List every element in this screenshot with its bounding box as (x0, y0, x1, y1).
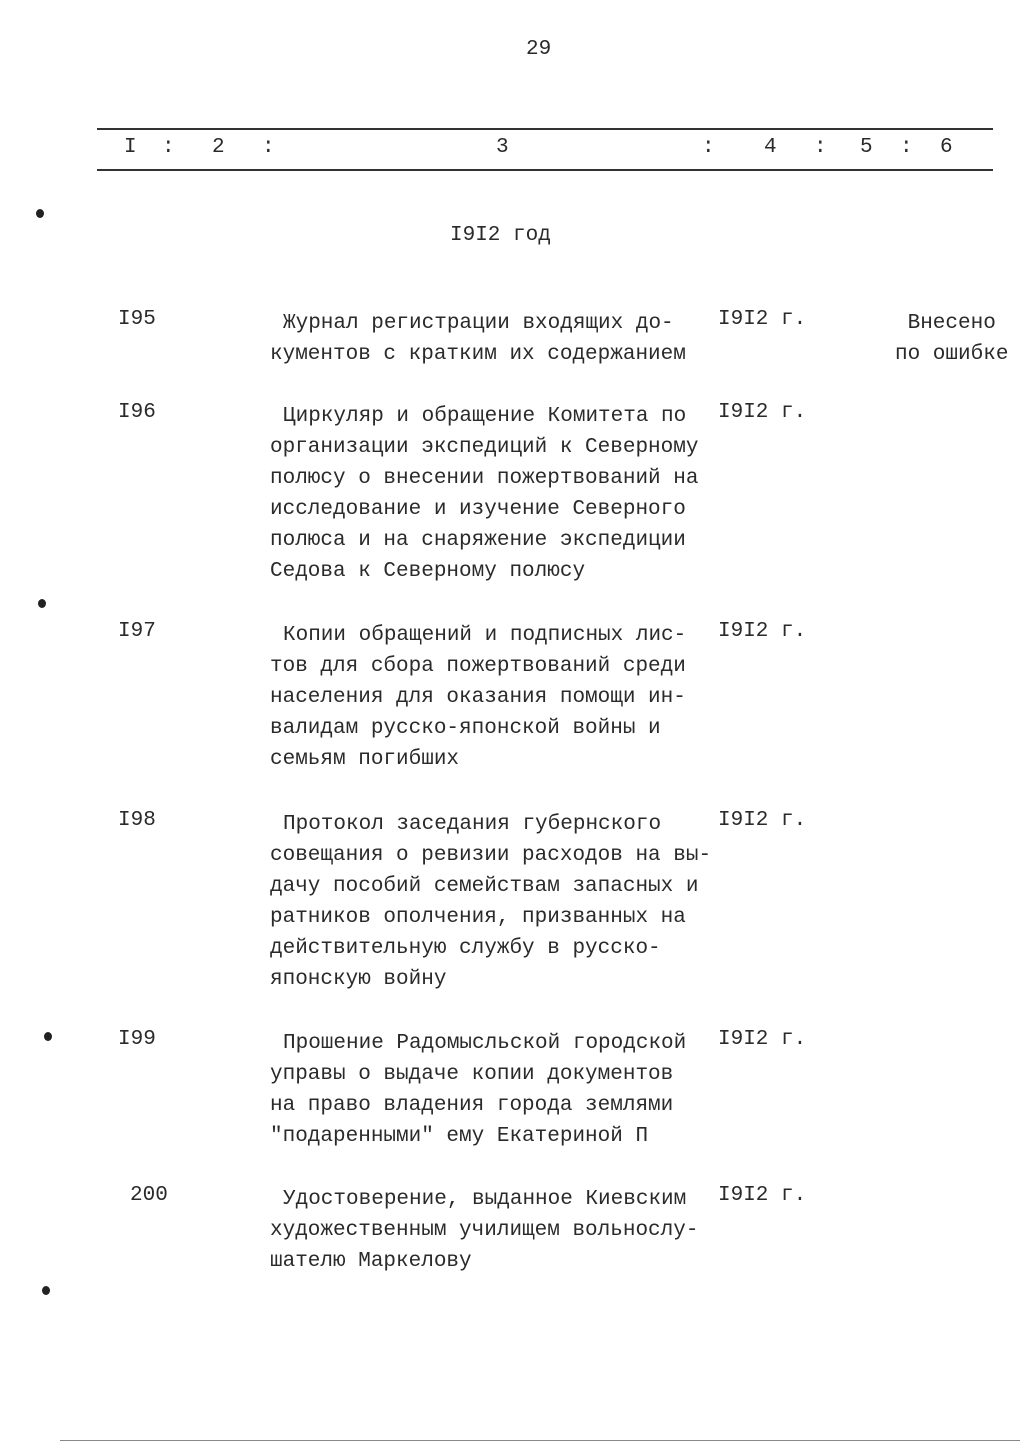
entry-line: населения для оказания помощи ин- (270, 686, 686, 709)
entry-line: "подаренными" ему Екатериной П (270, 1125, 649, 1148)
entry-line: семьям погибших (270, 748, 460, 771)
column-separator: : (702, 136, 715, 159)
entry-title (270, 809, 711, 995)
binding-hole-mark (42, 1286, 50, 1295)
entry-year: I9I2 г. (718, 620, 807, 643)
entry-line: полюсу о внесении пожертвований на (270, 467, 699, 490)
entry-line: ратников ополчения, призванных на (270, 906, 686, 929)
entry-title (270, 1028, 686, 1152)
entry-line: Протокол заседания губернского (283, 813, 662, 836)
entry-line: управы о выдаче копии документов (270, 1063, 674, 1086)
entry-line: валидам русско-японской войны и (270, 717, 661, 740)
entry-year: I9I2 г. (718, 809, 807, 832)
column-6: 6 (940, 136, 953, 159)
note-line: по ошибке (895, 343, 1009, 366)
column-4: 4 (764, 136, 777, 159)
entry-number: I99 (118, 1028, 156, 1051)
column-1: I (124, 136, 137, 159)
section-title: I9I2 год (450, 224, 551, 247)
entry-note (895, 308, 1008, 370)
entry-line: тов для сбора пожертвований среди (270, 655, 686, 678)
entry-number: I95 (118, 308, 156, 331)
entry-line: японскую войну (270, 968, 447, 991)
entry-line: Журнал регистрации входящих до- (283, 312, 674, 335)
entry-year: I9I2 г. (718, 401, 807, 424)
entry-line: на право владения города землями (270, 1094, 674, 1117)
entry-line: Циркуляр и обращение Комитета по (283, 405, 687, 428)
note-line: Внесено (907, 312, 996, 335)
column-3: 3 (496, 136, 509, 159)
binding-hole-mark (36, 209, 44, 218)
entry-title (270, 401, 698, 587)
column-separator: : (162, 136, 175, 159)
entry-line: полюса и на снаряжение экспедиции (270, 529, 686, 552)
bottom-edge-line (60, 1440, 1020, 1441)
entry-title (270, 308, 686, 370)
column-separator: : (262, 136, 275, 159)
entry-line: шателю Маркелову (270, 1250, 472, 1273)
binding-hole-mark (38, 599, 46, 608)
page-number: 29 (526, 38, 552, 61)
entry-line: Копии обращений и подписных лис- (283, 624, 687, 647)
column-5: 5 (860, 136, 873, 159)
entry-number: I96 (118, 401, 156, 424)
column-separator: : (900, 136, 913, 159)
entry-year: I9I2 г. (718, 308, 807, 331)
entry-line: совещания о ревизии расходов на вы- (270, 844, 712, 867)
entry-number: I98 (118, 809, 156, 832)
entry-line: Седова к Северному полюсу (270, 560, 586, 583)
entry-year: I9I2 г. (718, 1184, 807, 1207)
entry-line: художественным училищем вольнослу- (270, 1219, 699, 1242)
column-separator: : (814, 136, 827, 159)
binding-hole-mark (44, 1032, 52, 1041)
entry-line: исследование и изучение Северного (270, 498, 686, 521)
entry-title (270, 1184, 698, 1277)
entry-number: 200 (130, 1184, 168, 1207)
entry-number: I97 (118, 620, 156, 643)
entry-line: Удостоверение, выданное Киевским (283, 1188, 687, 1211)
header-top-rule (97, 128, 993, 130)
entry-title (270, 620, 686, 775)
header-bottom-rule (97, 169, 993, 171)
entry-line: дачу пособий семействам запасных и (270, 875, 699, 898)
entry-line: кументов с кратким их содержанием (270, 343, 686, 366)
column-2: 2 (212, 136, 225, 159)
entry-line: организации экспедиций к Северному (270, 436, 699, 459)
entry-line: действительную службу в русско- (270, 937, 661, 960)
entry-line: Прошение Радомысльской городской (283, 1032, 687, 1055)
entry-year: I9I2 г. (718, 1028, 807, 1051)
